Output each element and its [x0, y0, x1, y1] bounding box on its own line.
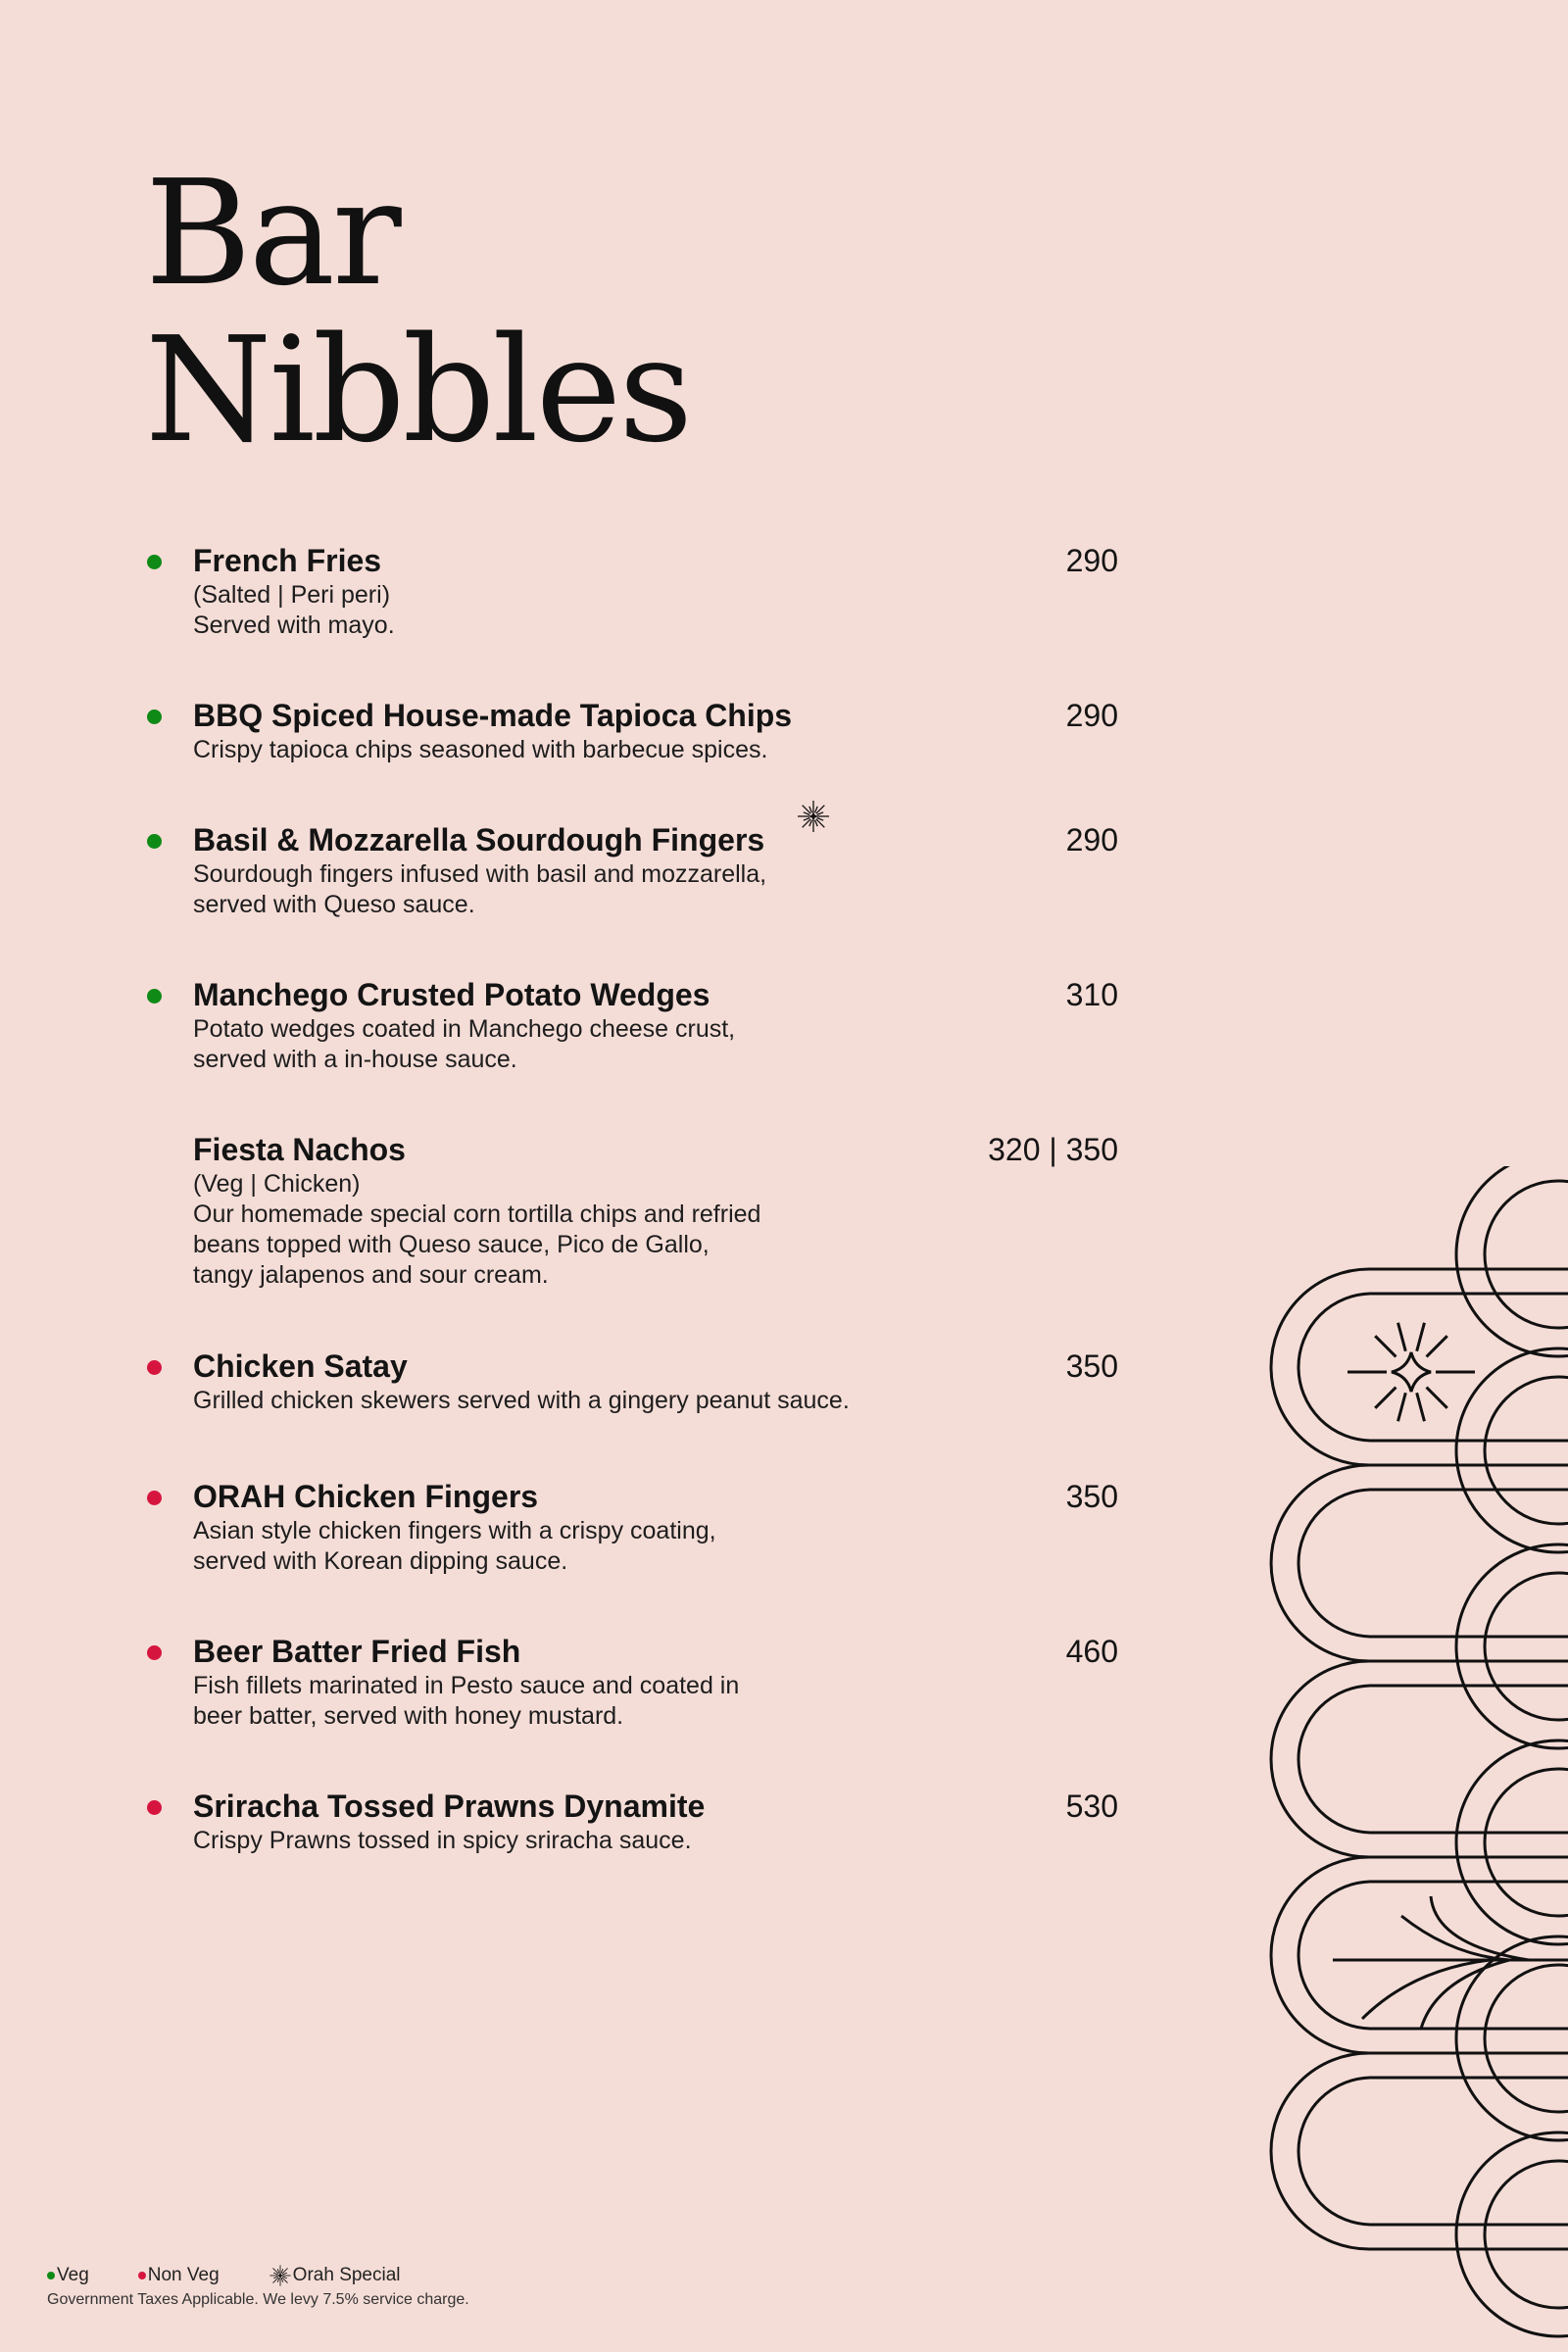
title-line-1: Bar — [145, 149, 399, 318]
decorative-arches-graphic — [1264, 1166, 1568, 2352]
menu-item-description — [193, 1014, 1036, 1075]
menu-item-price: 320 | 350 — [988, 1132, 1118, 1167]
menu-item-name: French Fries — [193, 543, 382, 578]
nonveg-dot-icon — [147, 1360, 162, 1375]
menu-item-description — [193, 1671, 1036, 1732]
description-line: Served with mayo. — [193, 612, 395, 639]
title-line-2: Nibbles — [145, 306, 691, 474]
nonveg-dot-icon — [138, 2272, 146, 2279]
menu-item-price: 350 — [1065, 1479, 1118, 1514]
menu-item-price: 290 — [1065, 698, 1118, 733]
description-line: Our homemade special corn tortilla chips and refried — [193, 1200, 761, 1228]
legend-special — [269, 2264, 401, 2287]
menu-item-description — [193, 735, 1036, 765]
menu-item-description — [193, 1169, 1036, 1291]
legend-nonveg-label: Non Veg — [147, 2265, 220, 2285]
legend-veg-label: Veg — [57, 2265, 89, 2285]
tax-footnote: Government Taxes Applicable. We levy 7.5% service charge. — [47, 2291, 469, 2308]
description-line: beans topped with Queso sauce, Pico de Gallo, — [193, 1231, 710, 1258]
legend-nonveg — [138, 2265, 220, 2286]
page-title — [145, 149, 691, 474]
menu-item-name: Basil & Mozzarella Sourdough Fingers — [193, 822, 765, 858]
veg-dot-icon — [147, 834, 162, 849]
veg-dot-icon — [147, 555, 162, 569]
legend-veg — [47, 2265, 89, 2286]
nonveg-dot-icon — [147, 1800, 162, 1815]
menu-item-name: BBQ Spiced House-made Tapioca Chips — [193, 698, 793, 733]
starburst-icon — [269, 2264, 292, 2287]
menu-item-name: Manchego Crusted Potato Wedges — [193, 977, 710, 1012]
legend-special-label: Orah Special — [292, 2265, 401, 2285]
description-line: Crispy tapioca chips seasoned with barbecue spices. — [193, 736, 768, 763]
legend — [47, 2264, 450, 2287]
description-line: served with Korean dipping sauce. — [193, 1547, 568, 1575]
description-line: Crispy Prawns tossed in spicy sriracha sauce. — [193, 1827, 692, 1854]
menu-item-description — [193, 859, 1036, 920]
description-line: (Salted | Peri peri) — [193, 581, 391, 609]
menu-item-price: 310 — [1065, 977, 1118, 1012]
description-line: served with a in-house sauce. — [193, 1046, 517, 1073]
menu-item-description — [193, 1826, 1036, 1856]
description-line: Asian style chicken fingers with a crispy coating, — [193, 1517, 716, 1544]
veg-dot-icon — [147, 710, 162, 724]
menu-item-price: 290 — [1065, 543, 1118, 578]
description-line: Potato wedges coated in Manchego cheese crust, — [193, 1015, 736, 1043]
description-line: tangy jalapenos and sour cream. — [193, 1261, 549, 1289]
menu-item-price: 530 — [1065, 1788, 1118, 1824]
nonveg-dot-icon — [147, 1645, 162, 1660]
description-line: beer batter, served with honey mustard. — [193, 1702, 624, 1730]
menu-item-name: ORAH Chicken Fingers — [193, 1479, 539, 1514]
description-line: Sourdough fingers infused with basil and mozzarella, — [193, 860, 767, 888]
veg-dot-icon — [147, 989, 162, 1004]
veg-dot-icon — [47, 2272, 55, 2279]
menu-item-name: Chicken Satay — [193, 1348, 408, 1384]
description-line: (Veg | Chicken) — [193, 1170, 361, 1198]
menu-item-price: 290 — [1065, 822, 1118, 858]
menu-item-name: Beer Batter Fried Fish — [193, 1634, 521, 1669]
menu-item-description — [193, 1516, 1036, 1577]
menu-item-name: Sriracha Tossed Prawns Dynamite — [193, 1788, 706, 1824]
menu-item-price: 350 — [1065, 1348, 1118, 1384]
description-line: Grilled chicken skewers served with a gingery peanut sauce. — [193, 1387, 850, 1414]
description-line: served with Queso sauce. — [193, 891, 475, 918]
menu-item-description — [193, 580, 1036, 641]
menu-item-description — [193, 1386, 1036, 1416]
description-line: Fish fillets marinated in Pesto sauce and coated in — [193, 1672, 740, 1699]
menu-item-price: 460 — [1065, 1634, 1118, 1669]
nonveg-dot-icon — [147, 1491, 162, 1505]
starburst-icon — [796, 799, 831, 834]
menu-item-name: Fiesta Nachos — [193, 1132, 406, 1167]
